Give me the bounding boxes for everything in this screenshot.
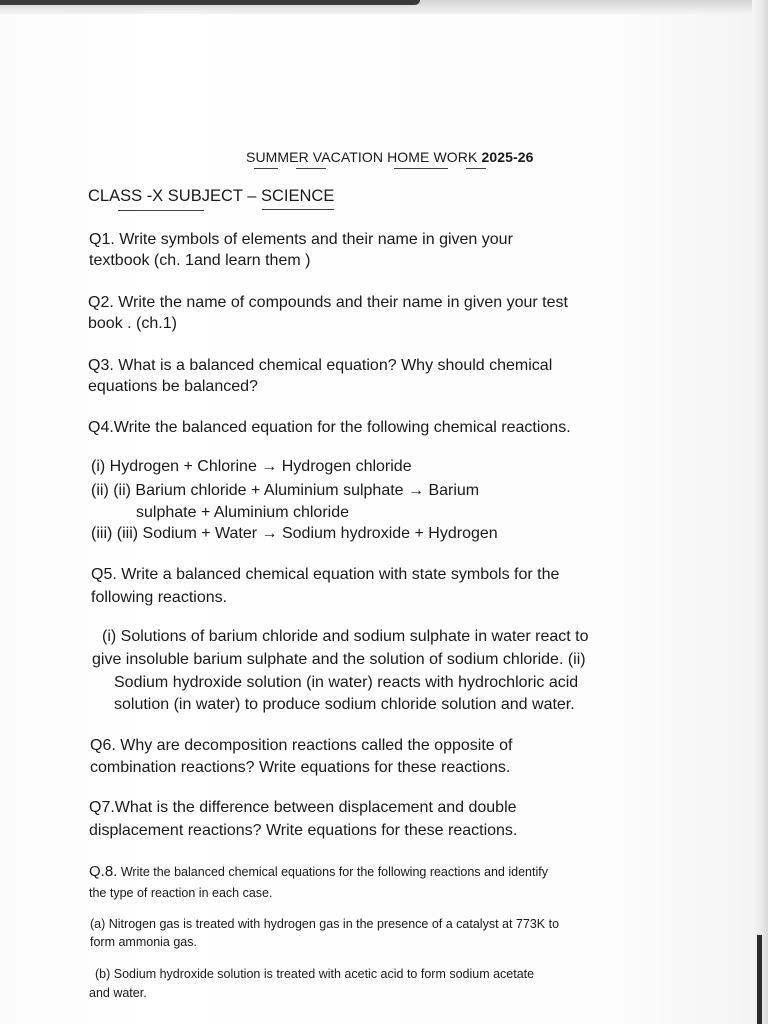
question-q1-line: Q1. Write symbols of elements and their name in given your [89,231,513,248]
title-year: 2025-26 [481,149,534,165]
question-q6-line: Q6. Why are decomposition reactions called the opposite of [90,737,513,754]
subject-underline [262,209,334,210]
question-q1-line: textbook (ch. 1and learn them ) [89,252,311,269]
question-q8-line [89,861,548,883]
question-q7-line: displacement reactions? Write equations for these reactions. [89,822,518,839]
class-subject-line: CLASS -X SUBJECT – SCIENCE [88,187,335,205]
question-q5-item: solution (in water) to produce sodium chloride solution and water. [114,696,575,713]
class-underline [118,210,204,211]
question-q7-line: Q7.What is the difference between displacement and double [89,799,517,816]
question-q3-line: equations be balanced? [88,378,258,395]
question-q8-item: (b) Sodium hydroxide solution is treated with acetic acid to form sodium acetate [95,967,535,981]
question-q5-item: Sodium hydroxide solution (in water) reacts with hydrochloric acid [114,674,579,691]
question-q3-line: Q3. What is a balanced chemical equation? Why should chemical [88,357,553,374]
question-q8-item: (a) Nitrogen gas is treated with hydrogen gas in the presence of a catalyst at 773K to [90,917,560,931]
title-text: SUMMER VACATION HOME WORK [246,149,478,165]
question-q5-item: (i) Solutions of barium chloride and sodium sulphate in water react to [102,628,589,645]
question-q2-line: Q2. Write the name of compounds and their name in given your test [88,294,568,311]
page-top-edge [0,0,768,14]
question-q4-line: Q4.Write the balanced equation for the following chemical reactions. [88,419,571,436]
question-q5-line: following reactions. [91,589,228,606]
title-underline [254,168,278,169]
question-q4-item: (iii) (iii) Sodium + Water → Sodium hydroxide + Hydrogen [91,525,498,542]
question-q8-item: and water. [89,986,147,1000]
page-right-edge [752,0,768,1024]
question-q4-item: sulphate + Aluminium chloride [136,504,350,521]
question-q8-number: Q.8. [89,863,118,880]
question-q8-line: the type of reaction in each case. [89,886,273,900]
page-title [246,149,534,165]
question-q2-line: book . (ch.1) [88,315,177,332]
question-q5-line: Q5. Write a balanced chemical equation with state symbols for the [91,566,560,583]
question-q8-item: form ammonia gas. [90,935,197,949]
question-q4-item: (i) Hydrogen + Chlorine → Hydrogen chloride [91,458,412,475]
title-underline [296,168,326,169]
question-q8-text: Write the balanced chemical equations for the following reactions and identify [120,865,548,879]
question-q6-line: combination reactions? Write equations for these reactions. [90,759,511,776]
title-underline [466,168,486,169]
title-underline [394,168,448,169]
question-q4-item: (ii) (ii) Barium chloride + Aluminium sulphate → Barium [91,482,480,499]
question-q5-item: give insoluble barium sulphate and the solution of sodium chloride. (ii) [92,651,586,668]
